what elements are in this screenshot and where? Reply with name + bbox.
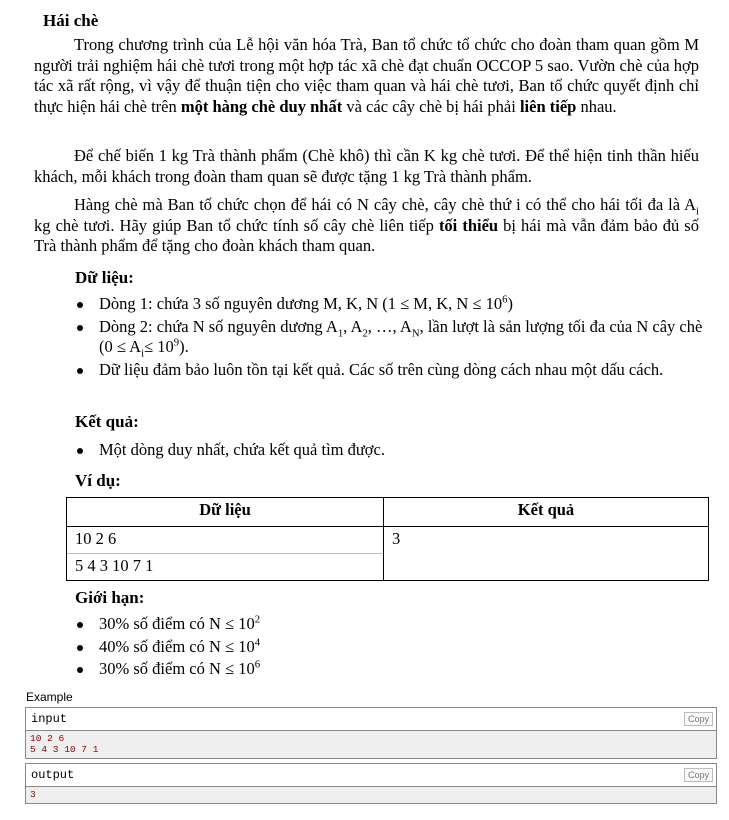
sample-input-header — [26, 708, 716, 731]
output-bullet-list — [75, 440, 705, 463]
limits-heading: Giới hạn: — [75, 588, 145, 607]
superscript: 2 — [254, 613, 261, 626]
input-heading: Dữ liệu: — [75, 268, 134, 287]
text: Trong chương trình của Lễ hội văn hóa Trà, Ban tổ chức tổ chức cho đoàn tham quan gồm M người trải nghiệm hái chè tươi trong một hợp tác xã chè đạt chuẩn OCCOP 5 sao. Vườn chè của hợp tác xã rất rộng, vì vậy để thuận tiện cho việc tham quan và hái chè tươi, Ban tổ chức quyết định chỉ thực hiện hái chè trên — [34, 35, 699, 116]
input-bullet-line1 — [75, 294, 705, 315]
superscript: 9 — [173, 336, 180, 349]
text: kg chè tươi. Hãy giúp Ban tổ chức tính số cây chè liên tiếp — [34, 215, 439, 235]
paragraph-processing — [34, 146, 699, 187]
sample-output-line: 3 — [30, 789, 36, 800]
example-label: Example — [26, 690, 73, 704]
text: Dòng 1: chứa 3 số nguyên dương M, K, N (1 ≤ M, K, N ≤ 10 — [99, 294, 503, 313]
copy-output-button[interactable]: Copy — [684, 768, 713, 782]
example-table-header — [67, 498, 709, 527]
sample-input-line: 5 4 3 10 7 1 — [30, 743, 99, 755]
sample-input-title: input — [31, 712, 68, 726]
subscript: i — [141, 347, 145, 360]
text: Hàng chè mà Ban tổ chức chọn để hái có N cây chè, cây chè thứ i có thể cho hái tối đa là A — [74, 195, 697, 214]
bold-text: liên tiếp — [519, 96, 577, 116]
sample-input-content — [26, 731, 716, 758]
input-cell-line1: 10 2 6 — [67, 527, 384, 554]
sample-output-box — [25, 763, 717, 804]
sample-output-content — [26, 787, 716, 803]
output-bullet — [75, 440, 705, 461]
limit-item — [75, 614, 705, 635]
column-header-input: Dữ liệu — [67, 498, 384, 527]
subscript: 1 — [337, 326, 344, 339]
bold-text: tối thiểu — [438, 215, 499, 235]
bold-text: một hàng chè duy nhất — [180, 96, 343, 116]
text: bị hái mà vẫn đảm bảo đủ số Trà thành phẩm để tặng cho đoàn khách tham quan. — [34, 215, 699, 256]
text: ≤ 10 — [144, 337, 174, 357]
copy-input-button[interactable]: Copy — [684, 712, 713, 726]
text: , lần lượt là sản lượng tối đa của N cây chè (0 ≤ A — [99, 316, 703, 357]
text: ) — [507, 294, 513, 313]
column-header-output: Kết quả — [384, 498, 709, 527]
example-table — [66, 497, 709, 581]
example-heading: Ví dụ: — [75, 471, 121, 490]
limits-bullet-list — [75, 614, 705, 682]
text: và các cây chè bị hái phải — [342, 96, 520, 116]
superscript: 4 — [254, 636, 261, 649]
sample-input-box — [25, 707, 717, 759]
text: Dòng 2: chứa N số nguyên dương A — [99, 316, 338, 336]
paragraph-task — [34, 195, 699, 257]
sample-output-title: output — [31, 768, 75, 782]
sample-input-line: 10 2 6 — [30, 733, 65, 744]
input-bullet-line2 — [75, 317, 705, 358]
subscript: N — [411, 326, 420, 339]
paragraph-intro — [34, 35, 699, 118]
text: 30% số điểm có N ≤ 10 — [99, 659, 255, 679]
superscript: 6 — [254, 658, 261, 671]
input-bullet-guarantee — [75, 360, 705, 381]
superscript: 6 — [502, 293, 508, 306]
input-cell-line2: 5 4 3 10 7 1 — [67, 554, 384, 581]
sample-output-header — [26, 764, 716, 787]
text: , …, A — [367, 316, 412, 336]
table-row — [67, 527, 709, 554]
subscript: i — [696, 205, 699, 218]
output-cell: 3 — [384, 527, 709, 581]
limit-item — [75, 637, 705, 658]
text: Dữ liệu đảm bảo luôn tồn tại kết quả. Các số trên cùng dòng cách nhau một dấu cách. — [99, 359, 664, 379]
problem-title: Hái chè — [43, 11, 99, 30]
limit-item — [75, 659, 705, 680]
output-heading: Kết quả: — [75, 412, 139, 431]
text: Để chế biến 1 kg Trà thành phẩm (Chè khô) thì cần K kg chè tươi. Để thể hiện tinh thần hiếu khách, mỗi khách trong đoàn tham quan sẽ được tặng 1 kg Trà thành phẩm. — [34, 146, 699, 186]
subscript: 2 — [362, 326, 368, 339]
text: Một dòng duy nhất, chứa kết quả tìm được. — [99, 440, 385, 459]
text: ). — [179, 337, 189, 357]
text: 30% số điểm có N ≤ 10 — [99, 614, 255, 633]
input-bullet-list — [75, 294, 705, 383]
text: 40% số điểm có N ≤ 10 — [99, 636, 255, 656]
text: , A — [343, 316, 363, 336]
text: nhau. — [576, 96, 617, 116]
